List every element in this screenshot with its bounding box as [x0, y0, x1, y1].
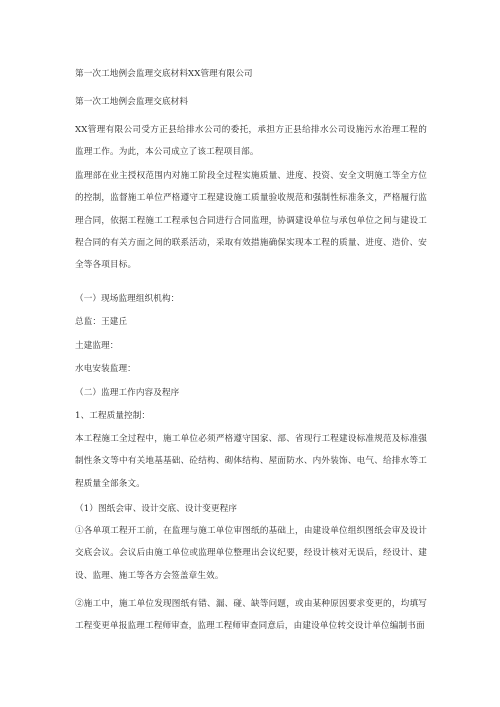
list-item-2: ②施工中，施工单位发现图纸有错、漏、碰、缺等问题，或由某种原因要求变更的，均填写工程变更单报监理工程师审查，监理工程师审查同意后，由建设单位转交设计单位编制书面 [75, 599, 427, 632]
section1-heading: （一）现场监理组织机构： [75, 294, 180, 304]
list-item-1: ①各单项工程开工前，在监理与施工单位审图纸的基础上，由建设单位组织图纸会审及设计交底会议。会议后由施工单位或监理单位整理出会议纪要，经设计核对无误后，经设计、建设、监理、施工等各方会签盖章生效。 [75, 526, 427, 581]
section2-heading: （二）监理工作内容及程序 [75, 388, 180, 398]
civil-supervisor: 土建监理： [75, 341, 119, 351]
intro-paragraph: XX管理有限公司受方正县给排水公司的委托，承担方正县给排水公司设施污水治理工程的监理工作。为此，本公司成立了该工程项目部。 [75, 125, 427, 158]
document-header-title: 第一次工地例会监理交底材料XX管理有限公司 [75, 69, 253, 79]
quality-paragraph: 本工程施工全过程中，施工单位必须严格遵守国家、部、省现行工程建设标准规范及标准强制性条文等中有关地基基础、砼结构、砌体结构、屋面防水、内外装饰、电气、给排水等工程质量全部条文。 [75, 434, 427, 489]
document-subtitle: 第一次工地例会监理交底材料 [75, 97, 189, 107]
hydro-supervisor: 水电安装监理： [75, 364, 136, 374]
subsection-heading: （1）图纸会审、设计交底、设计变更程序 [75, 504, 238, 514]
chief-supervisor: 总监：王建丘 [75, 317, 128, 327]
quality-heading: 1、工程质量控制： [75, 411, 151, 421]
scope-paragraph: 监理部在业主授权范围内对施工阶段全过程实施质量、进度、投资、安全文明施工等全方位的控制，监督施工单位严格遵守工程建设施工质量验收规范和强制性标准条文，严格履行监理合同，依据工程施工工程承包合同进行合同监理，协调建设单位与承包单位之间与建设工程合同的有关方面之间的联系活动，采取有效措施确保实现本工程的质量、进度、造价、安全等各项目标。 [75, 171, 427, 271]
